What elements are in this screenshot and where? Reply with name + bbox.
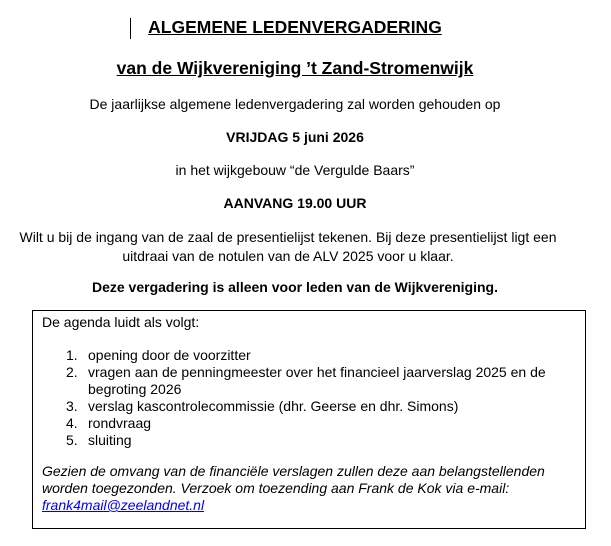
intro-text: De jaarlijkse algemene ledenvergadering zal worden gehouden op	[89, 96, 501, 112]
agenda-item	[42, 432, 577, 449]
agenda-item-number: 4.	[66, 415, 78, 431]
agenda-intro: De agenda luidt als volgt:	[42, 314, 200, 330]
agenda-item-text: opening door de voorzitter	[88, 347, 251, 363]
email-link[interactable]: frank4mail@zeelandnet.nl	[42, 497, 205, 513]
agenda-item	[42, 364, 577, 398]
meeting-start-time: AANVANG 19.00 UUR	[223, 195, 367, 211]
agenda-item-number: 1.	[66, 347, 78, 363]
agenda-note	[42, 463, 577, 514]
members-only-notice: Deze vergadering is alleen voor leden van de Wijkvereniging.	[91, 279, 498, 295]
agenda-note-text: Gezien de omvang van de financiële verslagen zullen deze aan belangstellenden worden toegezonden. Verzoek om toezending aan Frank de Kok via e-mail:	[42, 463, 545, 496]
meeting-date: VRIJDAG 5 juni 2026	[226, 129, 364, 145]
meeting-location: in het wijkgebouw “de Vergulde Baars”	[175, 162, 415, 178]
presence-list-paragraph	[0, 228, 576, 266]
presence-line-1: Wilt u bij de ingang van de zaal de presentielijst tekenen. Bij deze presentielijst ligt een	[19, 229, 557, 245]
agenda-item-number: 5.	[66, 432, 78, 448]
agenda-item-text: vragen aan de penningmeester over het financieel jaarverslag 2025 en de begroting 2026	[88, 364, 546, 397]
agenda-item	[42, 347, 577, 364]
text-cursor	[130, 18, 131, 39]
agenda-item	[42, 415, 577, 432]
agenda-item-text: rondvraag	[88, 415, 152, 431]
agenda-item-text: sluiting	[88, 432, 132, 448]
presence-line-2: uitdraai van de notulen van de ALV 2025 voor u klaar.	[122, 248, 454, 264]
agenda-item-text: verslag kascontrolecommissie (dhr. Geerse en dhr. Simons)	[88, 398, 459, 414]
document-subtitle: van de Wijkvereniging ’t Zand-Stromenwijk	[116, 58, 474, 78]
agenda-item-number: 2.	[66, 364, 78, 380]
agenda-item-number: 3.	[66, 398, 78, 414]
agenda-item	[42, 398, 577, 415]
agenda-list	[42, 347, 577, 449]
document-title: ALGEMENE LEDENVERGADERING	[148, 17, 442, 37]
agenda-box	[32, 310, 586, 529]
